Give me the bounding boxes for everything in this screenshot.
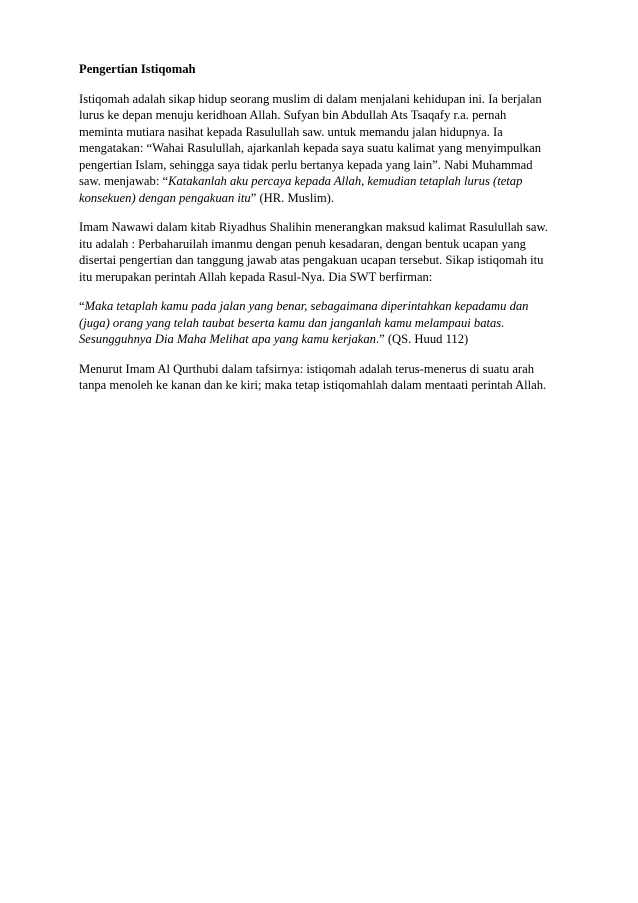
paragraph-line: itu adalah : Perbaharuilah imanmu dengan penuh kesadaran, dengan bentuk ucapan yang	[79, 236, 526, 251]
paragraph-3	[79, 298, 569, 348]
line-segment: saw. menjawab: “	[79, 174, 169, 188]
italic-quote: Sesungguhnya Dia Maha Melihat apa yang kamu kerjakan	[79, 332, 376, 346]
paragraph-2	[79, 219, 569, 285]
paragraph-line: disertai pengertian dan tanggung jawab atas pengakuan ucapan tersebut. Sikap istiqomah itu	[79, 253, 544, 267]
line-segment: “	[79, 299, 85, 313]
paragraph-line: Imam Nawawi dalam kitab Riyadhus Shalihin menerangkan maksud kalimat Rasulullah saw.	[79, 220, 548, 234]
paragraph-line: Istiqomah adalah sikap hidup seorang muslim di dalam menjalani kehidupan ini. Ia berjalan	[79, 91, 542, 106]
paragraph-line	[79, 190, 569, 207]
paragraph-line: mengatakan: “Wahai Rasulullah, ajarkanlah kepada saya suatu kalimat yang menyimpulkan	[79, 141, 541, 155]
document-title: Pengertian Istiqomah	[79, 62, 196, 76]
paragraph-4	[79, 361, 569, 394]
italic-quote: Katakanlah aku percaya kepada Allah, kemudian tetaplah lurus (tetap	[168, 174, 523, 188]
paragraph-line: meminta mutiara nasihat kepada Rasulullah saw. untuk memandu jalan hidupnya. Ia	[79, 124, 503, 139]
italic-quote: Maka tetaplah kamu pada jalan yang benar, sebagaimana diperintahkan kepadamu dan	[84, 299, 529, 313]
paragraph-line	[79, 173, 569, 190]
paragraph-line	[79, 298, 569, 315]
paragraph-1	[79, 91, 569, 207]
paragraph-line: lurus ke depan menuju keridhoan Allah. Sufyan bin Abdullah Ats Tsaqafy r.a. pernah	[79, 108, 507, 122]
paragraph-line: itu merupakan perintah Allah kepada Rasul-Nya. Dia SWT berfirman:	[79, 269, 433, 284]
line-segment: ” (HR. Muslim).	[250, 190, 334, 205]
line-segment: .” (QS. Huud 112)	[375, 332, 469, 346]
paragraph-line: pengertian Islam, sehingga saya tidak perlu bertanya kepada yang lain”. Nabi Muhammad	[79, 157, 533, 172]
paragraph-line: Menurut Imam Al Qurthubi dalam tafsirnya: istiqomah adalah terus-menerus di suatu arah	[79, 361, 535, 376]
paragraph-line	[79, 331, 569, 348]
italic-quote: (juga) orang yang telah taubat beserta kamu dan janganlah kamu melampaui batas.	[79, 315, 505, 330]
document-body	[79, 61, 569, 407]
paragraph-line: tanpa menoleh ke kanan dan ke kiri; maka tetap istiqomahlah dalam mentaati perintah Allah.	[79, 378, 547, 392]
italic-quote: konsekuen) dengan pengakuan itu	[79, 190, 251, 205]
